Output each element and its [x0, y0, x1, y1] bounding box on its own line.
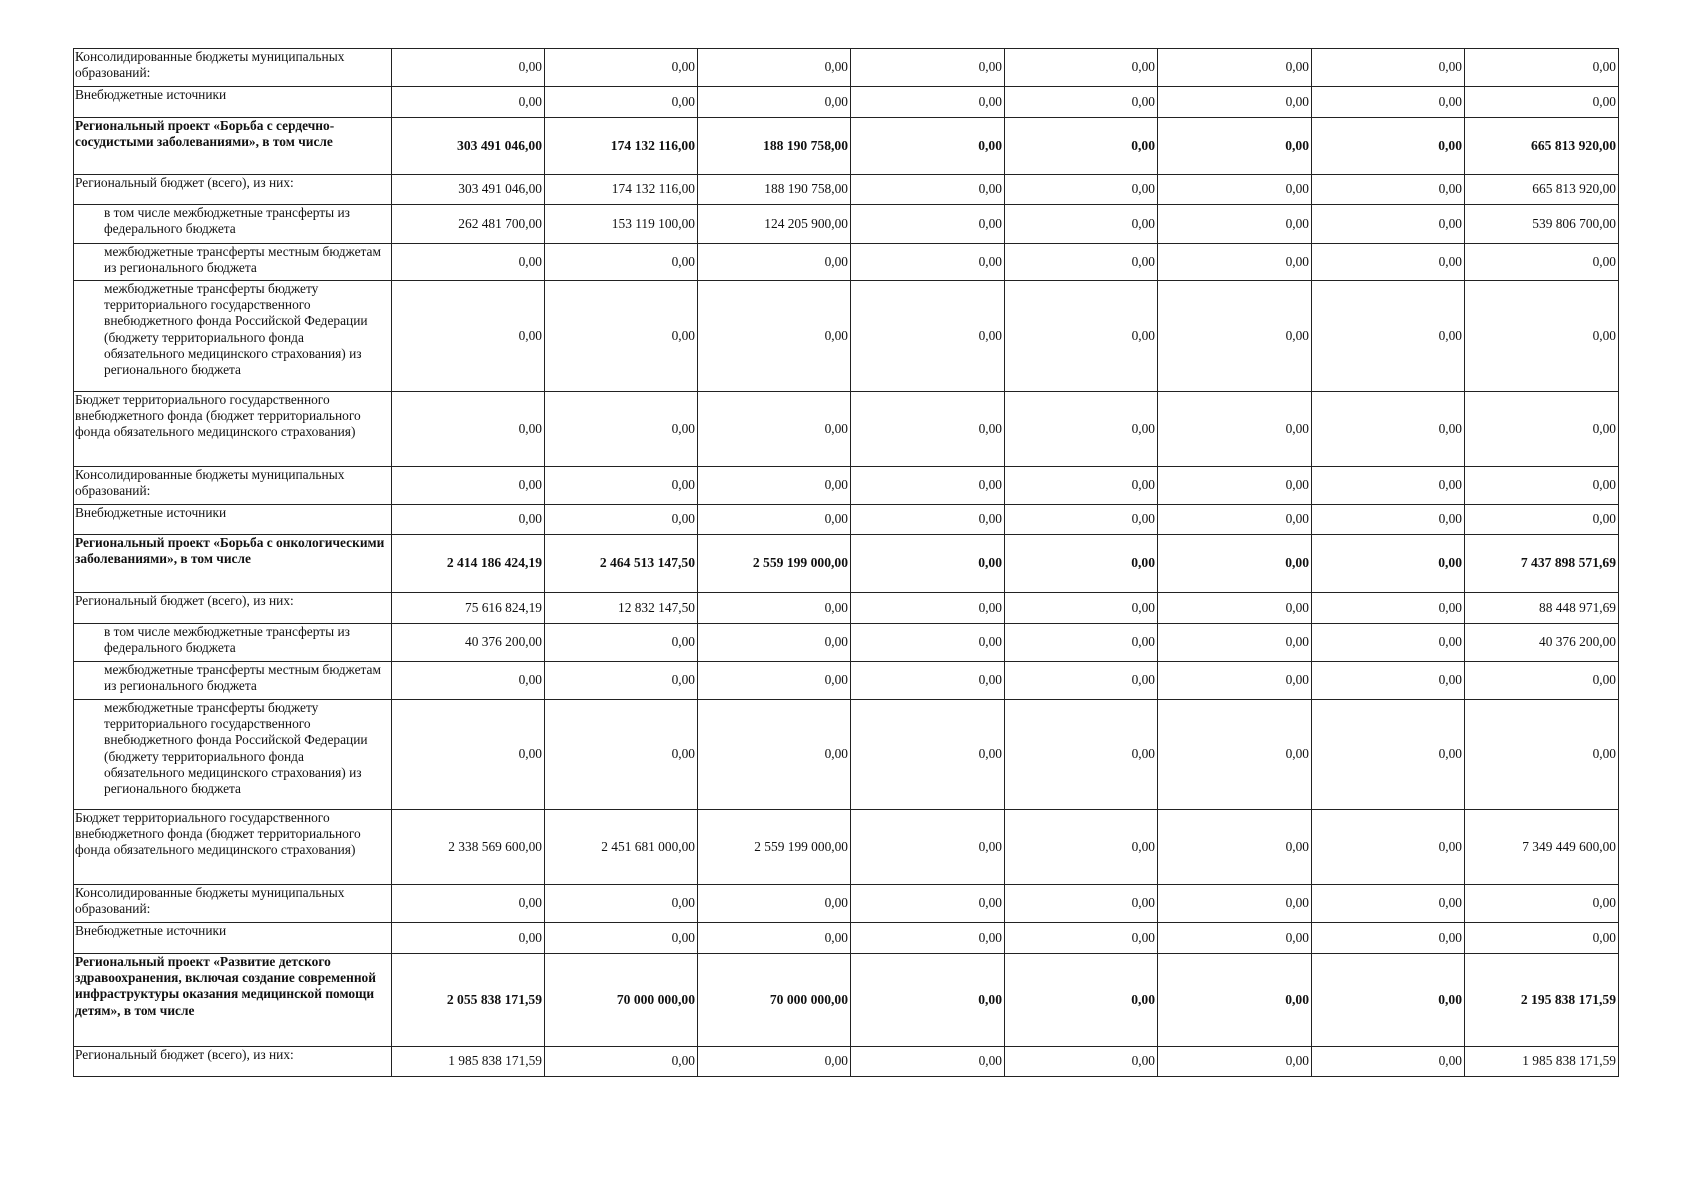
value-cell: 0,00: [545, 700, 698, 810]
value-cell: 0,00: [392, 505, 545, 535]
value-cell: 0,00: [1158, 281, 1312, 392]
value-cell: 0,00: [1158, 1047, 1312, 1077]
value-cell: 0,00: [851, 624, 1005, 662]
value-cell: 0,00: [1005, 87, 1158, 118]
value-cell: 0,00: [851, 593, 1005, 624]
value-cell: 0,00: [851, 700, 1005, 810]
value-cell: 0,00: [1158, 392, 1312, 467]
table-row: [74, 593, 1619, 624]
row-total-cell: 0,00: [1465, 923, 1619, 954]
value-cell: 1 985 838 171,59: [392, 1047, 545, 1077]
table-body: [74, 49, 1619, 1077]
row-label: Бюджет территориального государственного внебюджетного фонда (бюджет территориального фонда обязательного медицинского страхования): [74, 810, 392, 885]
value-cell: 0,00: [1158, 700, 1312, 810]
row-label: Региональный бюджет (всего), из них:: [74, 1047, 392, 1077]
value-cell: 0,00: [1005, 535, 1158, 593]
value-cell: 0,00: [698, 281, 851, 392]
value-cell: 2 414 186 424,19: [392, 535, 545, 593]
row-label: межбюджетные трансферты бюджету территориального государственного внебюджетного фонда Российской Федерации (бюджету территориального фонда обязательного медицинского страхования) из регионального бюджета: [74, 281, 392, 392]
value-cell: 0,00: [1005, 281, 1158, 392]
value-cell: 0,00: [545, 49, 698, 87]
value-cell: 2 559 199 000,00: [698, 535, 851, 593]
row-total-cell: 0,00: [1465, 392, 1619, 467]
value-cell: 0,00: [698, 700, 851, 810]
value-cell: 0,00: [1158, 535, 1312, 593]
table-row: [74, 87, 1619, 118]
row-total-cell: 0,00: [1465, 662, 1619, 700]
value-cell: 75 616 824,19: [392, 593, 545, 624]
value-cell: 303 491 046,00: [392, 175, 545, 205]
value-cell: 0,00: [1005, 885, 1158, 923]
value-cell: 188 190 758,00: [698, 175, 851, 205]
value-cell: 0,00: [851, 49, 1005, 87]
value-cell: 303 491 046,00: [392, 118, 545, 175]
value-cell: 153 119 100,00: [545, 205, 698, 244]
value-cell: 0,00: [851, 175, 1005, 205]
row-label: Региональный проект «Развитие детского здравоохранения, включая создание современной инфраструктуры оказания медицинской помощи детям», в том числе: [74, 954, 392, 1047]
row-label: межбюджетные трансферты местным бюджетам из регионального бюджета: [74, 244, 392, 281]
row-total-cell: 7 437 898 571,69: [1465, 535, 1619, 593]
value-cell: 0,00: [1158, 118, 1312, 175]
row-label: межбюджетные трансферты бюджету территориального государственного внебюджетного фонда Российской Федерации (бюджету территориального фонда обязательного медицинского страхования) из регионального бюджета: [74, 700, 392, 810]
value-cell: 0,00: [698, 923, 851, 954]
value-cell: 0,00: [392, 700, 545, 810]
value-cell: 2 464 513 147,50: [545, 535, 698, 593]
value-cell: 2 451 681 000,00: [545, 810, 698, 885]
value-cell: 0,00: [1312, 593, 1465, 624]
value-cell: 70 000 000,00: [698, 954, 851, 1047]
value-cell: 0,00: [1158, 885, 1312, 923]
table-row: [74, 281, 1619, 392]
table-row: [74, 392, 1619, 467]
table-row: [74, 175, 1619, 205]
value-cell: 0,00: [851, 535, 1005, 593]
value-cell: 0,00: [1005, 175, 1158, 205]
value-cell: 0,00: [851, 923, 1005, 954]
value-cell: 0,00: [851, 885, 1005, 923]
row-total-cell: 665 813 920,00: [1465, 118, 1619, 175]
row-label: межбюджетные трансферты местным бюджетам из регионального бюджета: [74, 662, 392, 700]
value-cell: 174 132 116,00: [545, 175, 698, 205]
value-cell: 0,00: [545, 505, 698, 535]
value-cell: 0,00: [392, 885, 545, 923]
value-cell: 0,00: [392, 923, 545, 954]
table-row: [74, 244, 1619, 281]
value-cell: 0,00: [698, 392, 851, 467]
value-cell: 0,00: [1312, 885, 1465, 923]
value-cell: 0,00: [392, 281, 545, 392]
value-cell: 0,00: [1005, 505, 1158, 535]
value-cell: 0,00: [392, 244, 545, 281]
row-label: Консолидированные бюджеты муниципальных образований:: [74, 49, 392, 87]
value-cell: 0,00: [851, 205, 1005, 244]
value-cell: 0,00: [1158, 467, 1312, 505]
value-cell: 0,00: [1158, 923, 1312, 954]
value-cell: 0,00: [545, 662, 698, 700]
value-cell: 0,00: [545, 244, 698, 281]
row-total-cell: 1 985 838 171,59: [1465, 1047, 1619, 1077]
value-cell: 0,00: [1312, 923, 1465, 954]
value-cell: 70 000 000,00: [545, 954, 698, 1047]
row-total-cell: 0,00: [1465, 885, 1619, 923]
value-cell: 262 481 700,00: [392, 205, 545, 244]
table-row: [74, 954, 1619, 1047]
value-cell: 2 055 838 171,59: [392, 954, 545, 1047]
value-cell: 0,00: [1312, 205, 1465, 244]
value-cell: 124 205 900,00: [698, 205, 851, 244]
value-cell: 0,00: [1005, 244, 1158, 281]
value-cell: 0,00: [1158, 593, 1312, 624]
row-total-cell: 0,00: [1465, 49, 1619, 87]
table-row: [74, 1047, 1619, 1077]
value-cell: 0,00: [1005, 662, 1158, 700]
value-cell: 0,00: [392, 467, 545, 505]
value-cell: 2 559 199 000,00: [698, 810, 851, 885]
value-cell: 0,00: [1312, 624, 1465, 662]
value-cell: 0,00: [1158, 662, 1312, 700]
value-cell: 0,00: [392, 392, 545, 467]
value-cell: 0,00: [698, 1047, 851, 1077]
value-cell: 0,00: [1312, 505, 1465, 535]
value-cell: 0,00: [1312, 467, 1465, 505]
value-cell: 0,00: [1312, 954, 1465, 1047]
row-total-cell: 40 376 200,00: [1465, 624, 1619, 662]
row-label: в том числе межбюджетные трансферты из федерального бюджета: [74, 205, 392, 244]
row-label: Региональный проект «Борьба с онкологическими заболеваниями», в том числе: [74, 535, 392, 593]
value-cell: 0,00: [1005, 1047, 1158, 1077]
value-cell: 0,00: [851, 1047, 1005, 1077]
row-total-cell: 7 349 449 600,00: [1465, 810, 1619, 885]
value-cell: 2 338 569 600,00: [392, 810, 545, 885]
value-cell: 0,00: [392, 49, 545, 87]
row-total-cell: 88 448 971,69: [1465, 593, 1619, 624]
table-row: [74, 118, 1619, 175]
value-cell: 0,00: [545, 624, 698, 662]
value-cell: 0,00: [1312, 49, 1465, 87]
value-cell: 0,00: [545, 885, 698, 923]
value-cell: 0,00: [1005, 392, 1158, 467]
value-cell: 0,00: [1005, 467, 1158, 505]
value-cell: 0,00: [851, 505, 1005, 535]
row-label: Региональный проект «Борьба с сердечно-сосудистыми заболеваниями», в том числе: [74, 118, 392, 175]
value-cell: 0,00: [698, 624, 851, 662]
value-cell: 0,00: [698, 885, 851, 923]
value-cell: 0,00: [698, 505, 851, 535]
row-total-cell: 0,00: [1465, 87, 1619, 118]
value-cell: 0,00: [1312, 118, 1465, 175]
value-cell: 0,00: [1312, 392, 1465, 467]
table-row: [74, 923, 1619, 954]
table-row: [74, 467, 1619, 505]
value-cell: 0,00: [1312, 175, 1465, 205]
value-cell: 0,00: [1312, 244, 1465, 281]
value-cell: 0,00: [698, 467, 851, 505]
value-cell: 0,00: [1312, 662, 1465, 700]
value-cell: 0,00: [851, 118, 1005, 175]
value-cell: 0,00: [1158, 49, 1312, 87]
value-cell: 0,00: [851, 244, 1005, 281]
table-row: [74, 205, 1619, 244]
value-cell: 0,00: [1312, 535, 1465, 593]
value-cell: 40 376 200,00: [392, 624, 545, 662]
table-row: [74, 49, 1619, 87]
value-cell: 0,00: [698, 87, 851, 118]
value-cell: 0,00: [1158, 505, 1312, 535]
value-cell: 0,00: [545, 281, 698, 392]
value-cell: 0,00: [1005, 624, 1158, 662]
budget-table: [73, 48, 1619, 1077]
value-cell: 0,00: [1005, 954, 1158, 1047]
value-cell: 0,00: [1158, 175, 1312, 205]
value-cell: 0,00: [1005, 593, 1158, 624]
value-cell: 0,00: [851, 392, 1005, 467]
row-label: Внебюджетные источники: [74, 87, 392, 118]
value-cell: 12 832 147,50: [545, 593, 698, 624]
value-cell: 0,00: [1005, 810, 1158, 885]
value-cell: 0,00: [1005, 700, 1158, 810]
row-total-cell: 0,00: [1465, 467, 1619, 505]
row-total-cell: 0,00: [1465, 505, 1619, 535]
value-cell: 0,00: [1312, 810, 1465, 885]
value-cell: 0,00: [851, 87, 1005, 118]
row-label: Консолидированные бюджеты муниципальных образований:: [74, 467, 392, 505]
row-label: Бюджет территориального государственного внебюджетного фонда (бюджет территориального фонда обязательного медицинского страхования): [74, 392, 392, 467]
table-row: [74, 662, 1619, 700]
value-cell: 0,00: [392, 87, 545, 118]
table-row: [74, 505, 1619, 535]
table-row: [74, 624, 1619, 662]
row-label: Внебюджетные источники: [74, 505, 392, 535]
row-label: Внебюджетные источники: [74, 923, 392, 954]
value-cell: 0,00: [1158, 205, 1312, 244]
value-cell: 0,00: [851, 954, 1005, 1047]
value-cell: 0,00: [698, 662, 851, 700]
value-cell: 0,00: [545, 1047, 698, 1077]
row-total-cell: 2 195 838 171,59: [1465, 954, 1619, 1047]
value-cell: 0,00: [1005, 923, 1158, 954]
value-cell: 0,00: [1005, 118, 1158, 175]
row-total-cell: 0,00: [1465, 700, 1619, 810]
value-cell: 0,00: [698, 49, 851, 87]
value-cell: 0,00: [1312, 700, 1465, 810]
value-cell: 0,00: [1312, 87, 1465, 118]
value-cell: 0,00: [698, 593, 851, 624]
value-cell: 0,00: [545, 923, 698, 954]
value-cell: 0,00: [851, 810, 1005, 885]
row-label: Региональный бюджет (всего), из них:: [74, 593, 392, 624]
row-total-cell: 665 813 920,00: [1465, 175, 1619, 205]
row-total-cell: 0,00: [1465, 244, 1619, 281]
value-cell: 188 190 758,00: [698, 118, 851, 175]
row-label: Региональный бюджет (всего), из них:: [74, 175, 392, 205]
row-label: Консолидированные бюджеты муниципальных образований:: [74, 885, 392, 923]
value-cell: 0,00: [1005, 49, 1158, 87]
value-cell: 0,00: [851, 281, 1005, 392]
value-cell: 0,00: [1158, 954, 1312, 1047]
value-cell: 0,00: [851, 467, 1005, 505]
value-cell: 0,00: [1158, 624, 1312, 662]
table-row: [74, 700, 1619, 810]
row-label: в том числе межбюджетные трансферты из федерального бюджета: [74, 624, 392, 662]
value-cell: 0,00: [1312, 281, 1465, 392]
value-cell: 0,00: [1312, 1047, 1465, 1077]
value-cell: 0,00: [1005, 205, 1158, 244]
value-cell: 0,00: [1158, 244, 1312, 281]
value-cell: 0,00: [1158, 87, 1312, 118]
value-cell: 0,00: [392, 662, 545, 700]
value-cell: 174 132 116,00: [545, 118, 698, 175]
value-cell: 0,00: [545, 87, 698, 118]
value-cell: 0,00: [851, 662, 1005, 700]
value-cell: 0,00: [545, 467, 698, 505]
table-row: [74, 810, 1619, 885]
table-row: [74, 535, 1619, 593]
row-total-cell: 539 806 700,00: [1465, 205, 1619, 244]
value-cell: 0,00: [1158, 810, 1312, 885]
value-cell: 0,00: [545, 392, 698, 467]
value-cell: 0,00: [698, 244, 851, 281]
row-total-cell: 0,00: [1465, 281, 1619, 392]
table-row: [74, 885, 1619, 923]
